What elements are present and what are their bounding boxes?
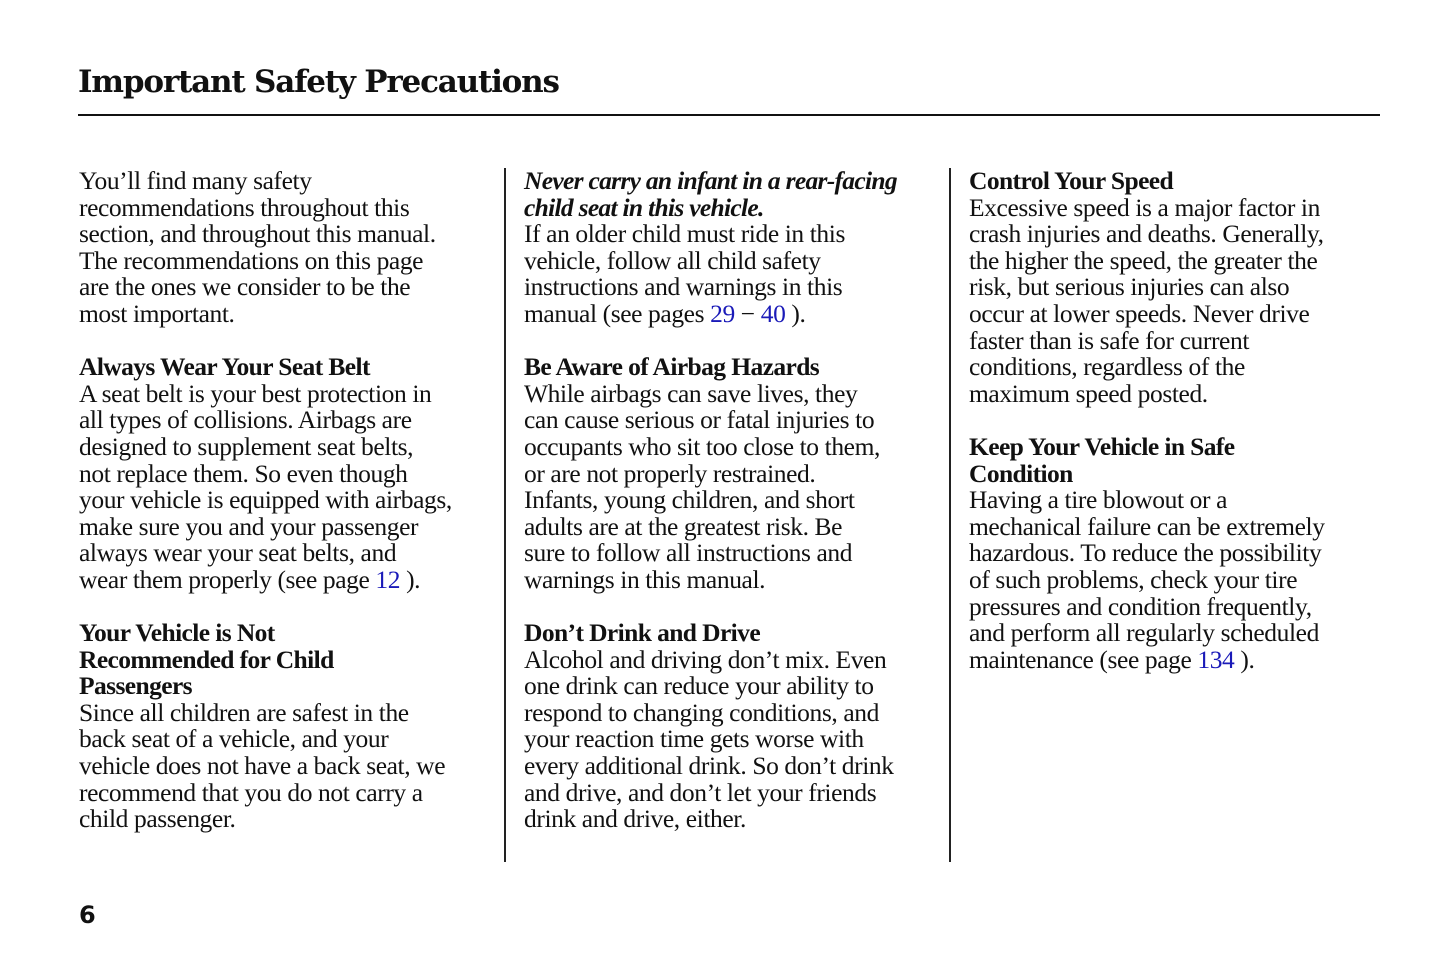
body-line: most important. [79,298,235,328]
body-line: faster than is safe for current [969,325,1250,355]
body-line: occupants who sit too close to them, [524,431,880,461]
body-line: designed to supplement seat belts, [79,431,414,461]
text-fragment: wear them properly (see page [79,564,376,594]
body-line: sure to follow all instructions and [524,538,853,568]
body-line: are the ones we consider to be the [79,272,411,302]
body-line: A seat belt is your best protection in [79,378,432,408]
speed-heading: Control Your Speed [969,166,1174,195]
child-heading-line: Your Vehicle is Not [79,618,275,648]
body-line: Alcohol and driving don’t mix. Even [524,644,887,674]
body-line: Excessive speed is a major factor in [969,192,1320,222]
page-link-12[interactable]: 12 [375,564,401,594]
body-line: vehicle, follow all child safety [524,245,821,275]
infant-warning-line: child seat in this vehicle. [524,192,764,222]
infant-warning-line: Never carry an infant in a rear-facing [524,166,897,195]
vehicle-condition-section [969,431,1389,674]
child-heading-line: Recommended for Child [79,644,334,674]
body-line: mechanical failure can be extremely [969,511,1325,541]
body-line: always wear your seat belts, and [79,538,397,568]
body-line: Infants, young children, and short [524,485,855,515]
page-link-29[interactable]: 29 [710,298,735,328]
body-line: maximum speed posted. [969,378,1208,408]
body-line: and drive, and don’t let your friends [524,777,877,807]
body-line: Since all children are safest in the [79,697,409,727]
page-number: 6 [79,901,96,929]
body-line: section, and throughout this manual. [79,219,436,249]
title-divider [78,114,1380,116]
body-line: your vehicle is equipped with airbags, [79,485,452,515]
infant-warning-section [524,168,944,328]
seatbelt-heading: Always Wear Your Seat Belt [79,352,370,382]
body-line: warnings in this manual. [524,564,766,594]
body-line: vehicle does not have a back seat, we [79,751,446,781]
body-line: and perform all regularly scheduled [969,618,1319,648]
body-line: can cause serious or fatal injuries to [524,405,875,435]
body-line: occur at lower speeds. Never drive [969,298,1310,328]
body-line: recommend that you do not carry a [79,777,423,807]
page-link-40[interactable]: 40 [760,298,786,328]
column-divider-2 [949,168,951,862]
body-line: conditions, regardless of the [969,352,1245,382]
column-1 [79,168,499,833]
body-line: instructions and warnings in this [524,272,843,302]
body-line: The recommendations on this page [79,245,424,275]
drink-heading: Don’t Drink and Drive [524,618,761,648]
condition-heading-line: Condition [969,458,1073,488]
column-2 [524,168,944,833]
body-line-with-link [969,644,1389,674]
body-line: or are not properly restrained. [524,458,816,488]
body-line: back seat of a vehicle, and your [79,724,389,754]
body-line: all types of collisions. Airbags are [79,405,412,435]
body-line: make sure you and your passenger [79,511,419,541]
airbag-heading: Be Aware of Airbag Hazards [524,352,820,382]
body-line: child passenger. [79,804,236,834]
body-line: crash injuries and deaths. Generally, [969,219,1324,249]
text-fragment: manual (see pages [524,298,711,328]
child-passengers-section [79,620,499,833]
body-line: pressures and condition frequently, [969,591,1312,621]
airbag-section [524,354,944,593]
text-fragment: ). [400,564,421,594]
body-line: risk, but serious injuries can also [969,272,1290,302]
body-line: While airbags can save lives, they [524,378,858,408]
body-line: drink and drive, either. [524,804,746,834]
seatbelt-section [79,354,499,593]
body-line: If an older child must ride in this [524,219,845,249]
intro-paragraph [79,168,499,328]
text-fragment: ). [1234,644,1255,674]
body-line: Having a tire blowout or a [969,485,1227,515]
body-line: recommendations throughout this [79,192,410,222]
body-line-with-link [79,564,499,594]
body-line: hazardous. To reduce the possibility [969,538,1322,568]
child-heading-line: Passengers [79,671,192,701]
body-line: not replace them. So even though [79,458,408,488]
column-3 [969,168,1389,673]
body-line: respond to changing conditions, and [524,697,879,727]
body-line: your reaction time gets worse with [524,724,864,754]
speed-section [969,168,1389,407]
body-line: one drink can reduce your ability to [524,671,874,701]
body-line: You’ll find many safety [79,166,312,195]
text-fragment: − [734,298,761,328]
text-fragment: maintenance (see page [969,644,1198,674]
body-line: of such problems, check your tire [969,564,1298,594]
condition-heading-line: Keep Your Vehicle in Safe [969,431,1235,461]
body-line: adults are at the greatest risk. Be [524,511,843,541]
body-line: the higher the speed, the greater the [969,245,1318,275]
drink-drive-section [524,620,944,833]
column-divider-1 [504,168,506,862]
body-line: every additional drink. So don’t drink [524,751,894,781]
body-line-with-link [524,298,944,328]
page-link-134[interactable]: 134 [1197,644,1235,674]
text-fragment: ). [785,298,806,328]
page-title: Important Safety Precautions [78,64,559,100]
